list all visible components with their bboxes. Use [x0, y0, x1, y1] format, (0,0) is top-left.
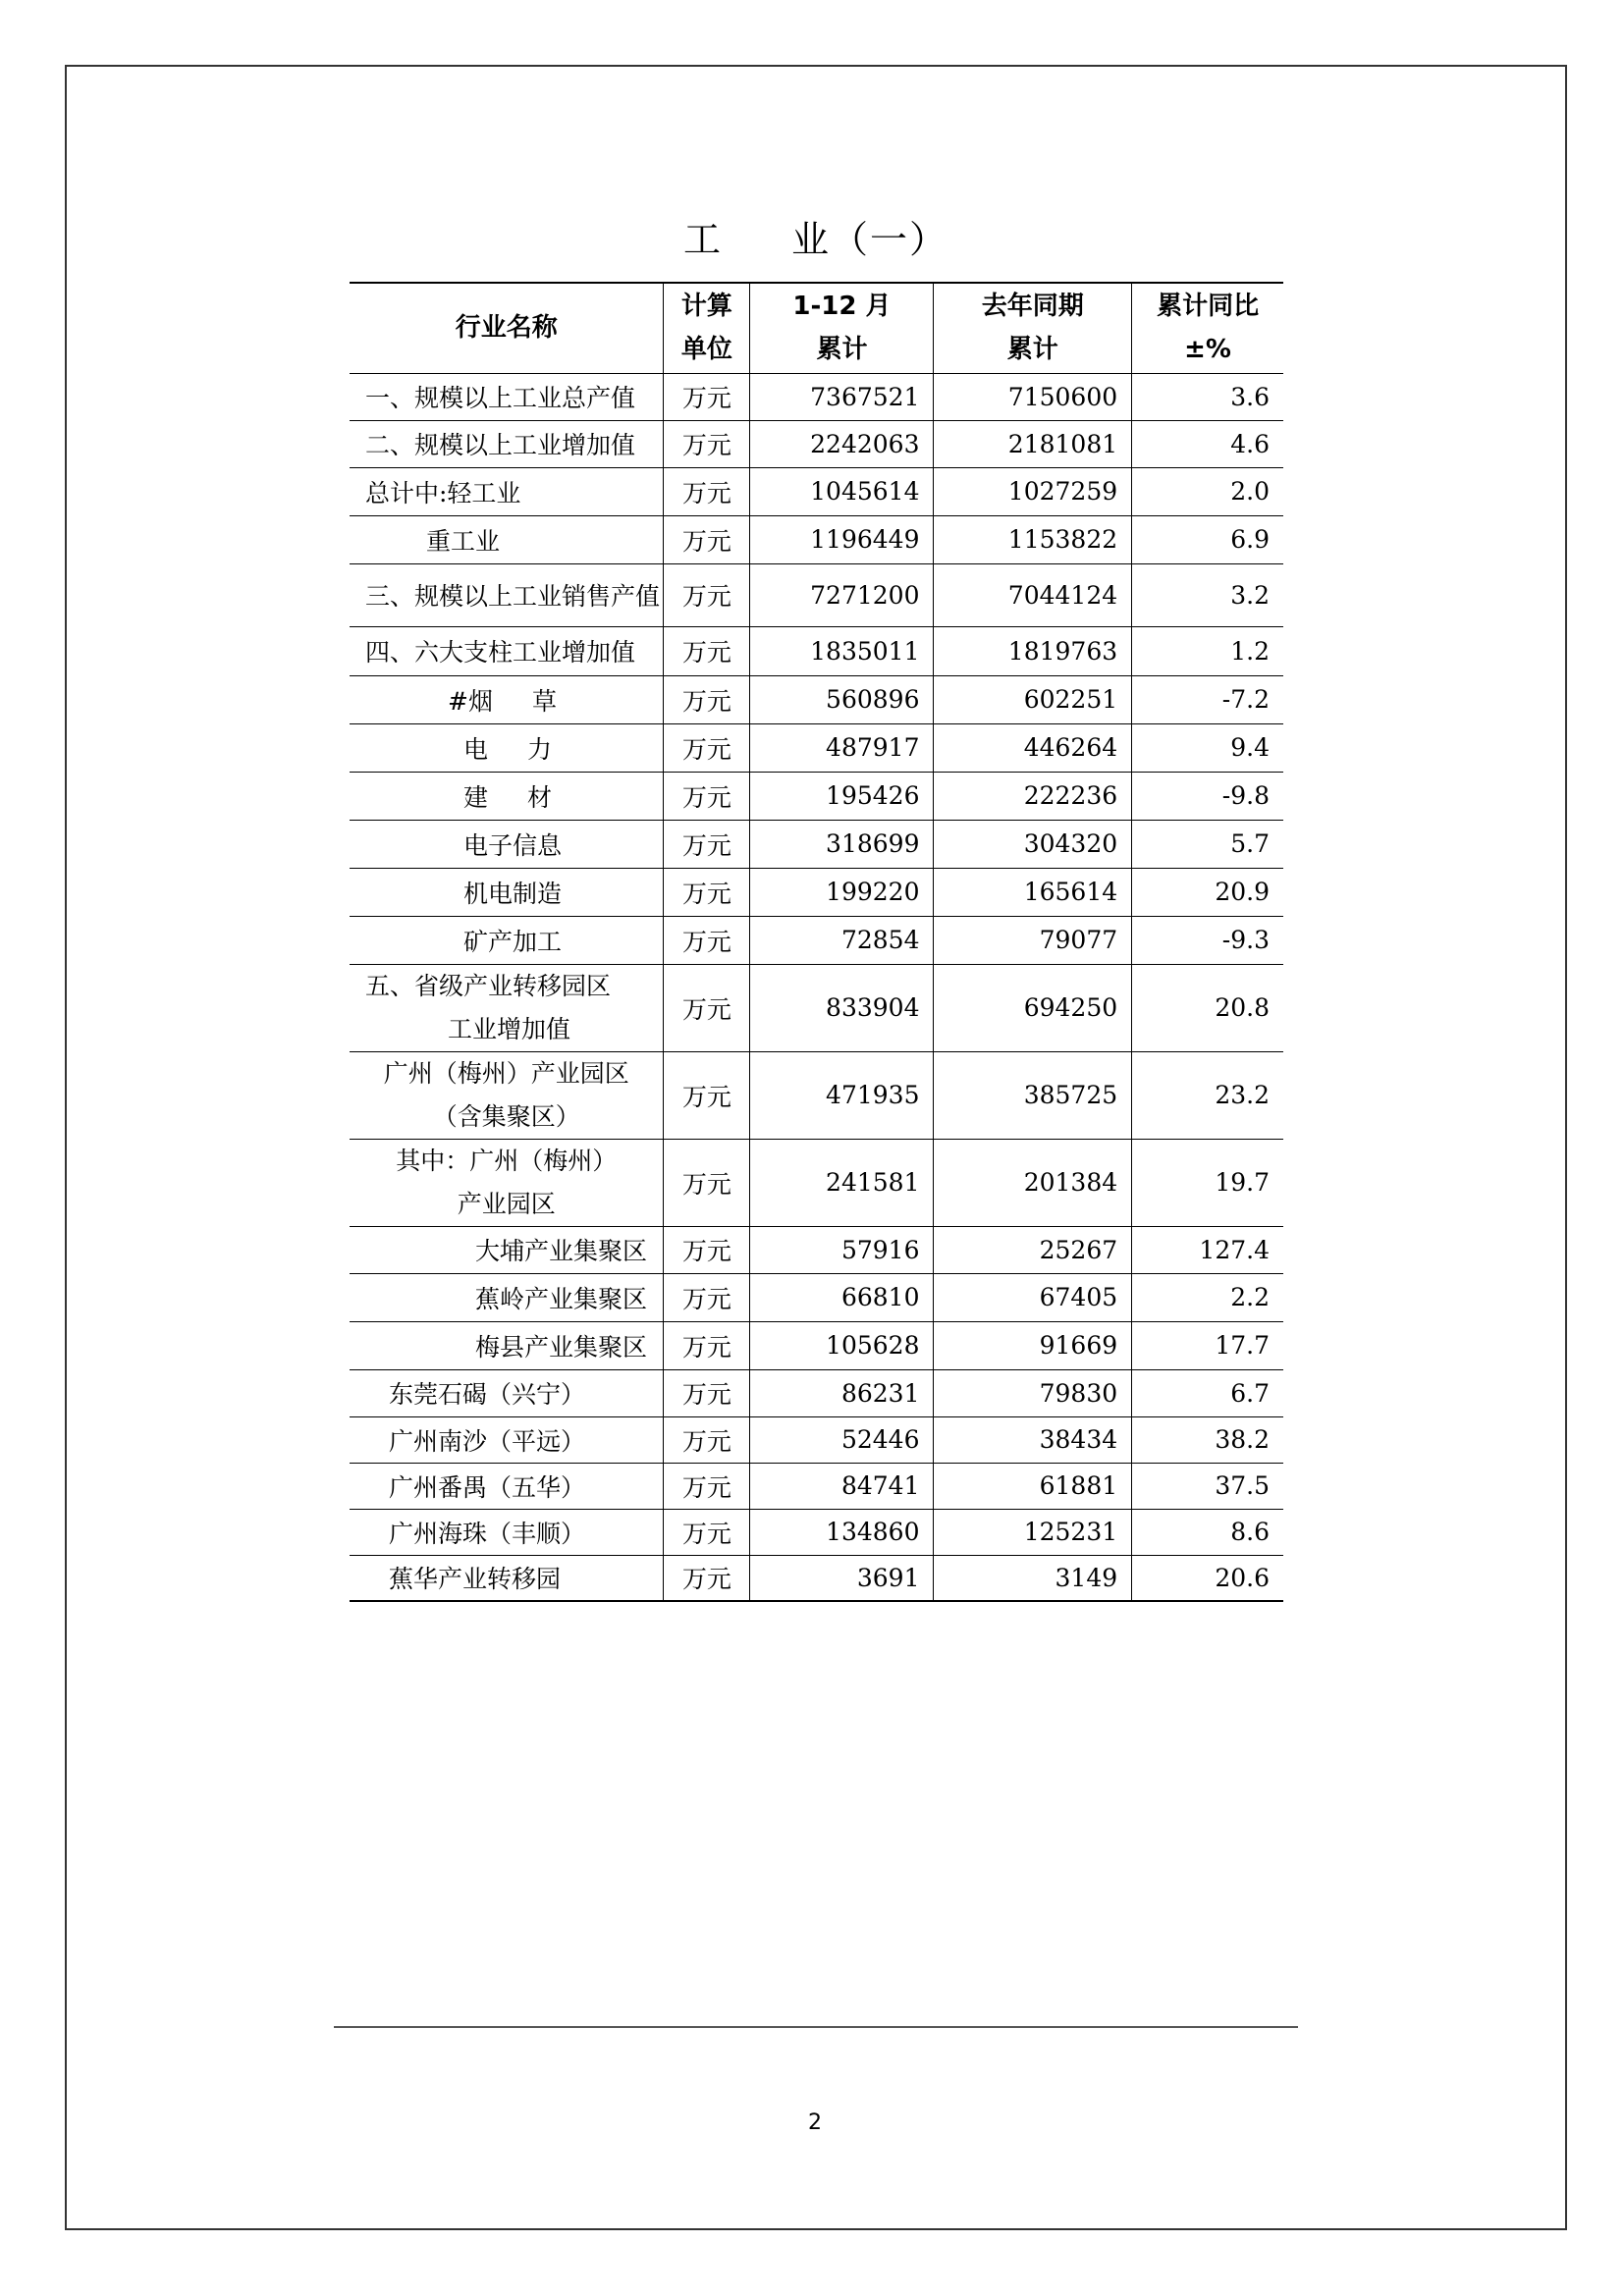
table-row: [350, 626, 1283, 675]
row-previous: 38434: [934, 1416, 1132, 1463]
row-pct: 5.7: [1132, 820, 1283, 868]
row-pct: 127.4: [1132, 1226, 1283, 1273]
row-pct: 6.9: [1132, 515, 1283, 563]
row-previous: 446264: [934, 723, 1132, 772]
row-previous: 7044124: [934, 563, 1132, 626]
row-unit: 万元: [664, 772, 750, 820]
row-previous: 2181081: [934, 420, 1132, 467]
row-current: 7271200: [750, 563, 934, 626]
table-header-row: [350, 283, 1283, 373]
row-unit: 万元: [664, 1139, 750, 1226]
row-unit: 万元: [664, 1555, 750, 1601]
row-current: 72854: [750, 916, 934, 964]
row-pct: 17.7: [1132, 1321, 1283, 1369]
row-current: 57916: [750, 1226, 934, 1273]
row-pct: 9.4: [1132, 723, 1283, 772]
row-name: 矿产加工: [350, 916, 664, 964]
table-row: [350, 964, 1283, 1051]
row-unit: 万元: [664, 916, 750, 964]
row-unit: 万元: [664, 964, 750, 1051]
row-pct: 2.2: [1132, 1273, 1283, 1321]
table-row: [350, 772, 1283, 820]
industry-table: [350, 282, 1283, 1602]
row-previous: 222236: [934, 772, 1132, 820]
row-previous: 7150600: [934, 373, 1132, 420]
row-name: 广州番禺（五华）: [350, 1463, 664, 1509]
row-unit: 万元: [664, 820, 750, 868]
row-unit: 万元: [664, 563, 750, 626]
table-row: [350, 1226, 1283, 1273]
row-current: 195426: [750, 772, 934, 820]
row-pct: 4.6: [1132, 420, 1283, 467]
row-pct: 8.6: [1132, 1509, 1283, 1555]
row-unit: 万元: [664, 1273, 750, 1321]
row-current: 833904: [750, 964, 934, 1051]
row-unit: 万元: [664, 1463, 750, 1509]
row-current: 66810: [750, 1273, 934, 1321]
row-name: 大埔产业集聚区: [350, 1226, 664, 1273]
table-row: [350, 675, 1283, 723]
row-pct: -9.3: [1132, 916, 1283, 964]
row-name: 总计中:轻工业: [350, 467, 664, 515]
row-name: 广州南沙（平远）: [350, 1416, 664, 1463]
row-previous: 602251: [934, 675, 1132, 723]
row-name: 电 力: [350, 723, 664, 772]
row-pct: 6.7: [1132, 1369, 1283, 1416]
row-name: 广州（梅州）产业园区 （含集聚区）: [350, 1051, 664, 1139]
row-unit: 万元: [664, 1369, 750, 1416]
table-row: [350, 563, 1283, 626]
table-row: [350, 723, 1283, 772]
header-unit: 计算 单位: [664, 283, 750, 373]
row-current: 471935: [750, 1051, 934, 1139]
row-name: 东莞石碣（兴宁）: [350, 1369, 664, 1416]
table-row: [350, 916, 1283, 964]
row-previous: 1153822: [934, 515, 1132, 563]
page-title: 工 业（一）: [682, 218, 949, 261]
footer-divider: [334, 2026, 1298, 2028]
row-previous: 67405: [934, 1273, 1132, 1321]
row-pct: 38.2: [1132, 1416, 1283, 1463]
row-name: 蕉华产业转移园: [350, 1555, 664, 1601]
table-row: [350, 1051, 1283, 1139]
row-unit: 万元: [664, 1051, 750, 1139]
row-name: 广州海珠（丰顺）: [350, 1509, 664, 1555]
row-pct: 1.2: [1132, 626, 1283, 675]
table-row: [350, 515, 1283, 563]
row-name: 一、规模以上工业总产值: [350, 373, 664, 420]
row-current: 52446: [750, 1416, 934, 1463]
row-previous: 79077: [934, 916, 1132, 964]
row-previous: 125231: [934, 1509, 1132, 1555]
row-previous: 25267: [934, 1226, 1132, 1273]
row-pct: 37.5: [1132, 1463, 1283, 1509]
row-name: 建 材: [350, 772, 664, 820]
row-name: 蕉岭产业集聚区: [350, 1273, 664, 1321]
header-pct: 累计同比 ±%: [1132, 283, 1283, 373]
row-name: 电子信息: [350, 820, 664, 868]
table-row: [350, 1463, 1283, 1509]
row-pct: 19.7: [1132, 1139, 1283, 1226]
row-pct: 2.0: [1132, 467, 1283, 515]
row-unit: 万元: [664, 1226, 750, 1273]
table-row: [350, 868, 1283, 916]
row-unit: 万元: [664, 515, 750, 563]
row-previous: 1819763: [934, 626, 1132, 675]
row-name: 机电制造: [350, 868, 664, 916]
row-name: #烟 草: [350, 675, 664, 723]
table-row: [350, 1509, 1283, 1555]
row-previous: 1027259: [934, 467, 1132, 515]
row-current: 86231: [750, 1369, 934, 1416]
row-previous: 61881: [934, 1463, 1132, 1509]
row-current: 105628: [750, 1321, 934, 1369]
table-row: [350, 373, 1283, 420]
row-pct: 3.2: [1132, 563, 1283, 626]
row-current: 487917: [750, 723, 934, 772]
row-current: 3691: [750, 1555, 934, 1601]
row-previous: 694250: [934, 964, 1132, 1051]
row-unit: 万元: [664, 1416, 750, 1463]
table-row: [350, 467, 1283, 515]
row-current: 84741: [750, 1463, 934, 1509]
row-previous: 304320: [934, 820, 1132, 868]
row-previous: 201384: [934, 1139, 1132, 1226]
row-name: 重工业: [350, 515, 664, 563]
table-row: [350, 1139, 1283, 1226]
row-current: 318699: [750, 820, 934, 868]
row-current: 199220: [750, 868, 934, 916]
page-number: 2: [808, 2110, 822, 2135]
row-name: 二、规模以上工业增加值: [350, 420, 664, 467]
row-previous: 165614: [934, 868, 1132, 916]
table-row: [350, 820, 1283, 868]
row-current: 560896: [750, 675, 934, 723]
row-current: 134860: [750, 1509, 934, 1555]
row-name: 四、六大支柱工业增加值: [350, 626, 664, 675]
row-unit: 万元: [664, 467, 750, 515]
row-unit: 万元: [664, 723, 750, 772]
row-unit: 万元: [664, 1509, 750, 1555]
row-pct: 20.8: [1132, 964, 1283, 1051]
row-pct: 20.9: [1132, 868, 1283, 916]
table-row: [350, 1273, 1283, 1321]
row-unit: 万元: [664, 675, 750, 723]
row-unit: 万元: [664, 1321, 750, 1369]
row-unit: 万元: [664, 420, 750, 467]
row-previous: 3149: [934, 1555, 1132, 1601]
row-current: 7367521: [750, 373, 934, 420]
row-current: 2242063: [750, 420, 934, 467]
row-name: 其中：广州（梅州） 产业园区: [350, 1139, 664, 1226]
row-previous: 385725: [934, 1051, 1132, 1139]
header-current: 1-12 月 累计: [750, 283, 934, 373]
row-pct: 20.6: [1132, 1555, 1283, 1601]
row-pct: 3.6: [1132, 373, 1283, 420]
row-pct: 23.2: [1132, 1051, 1283, 1139]
header-previous: 去年同期 累计: [934, 283, 1132, 373]
row-name: 五、省级产业转移园区 工业增加值: [350, 964, 664, 1051]
row-current: 1835011: [750, 626, 934, 675]
row-current: 241581: [750, 1139, 934, 1226]
row-unit: 万元: [664, 626, 750, 675]
row-name: 三、规模以上工业销售产值: [350, 563, 664, 626]
header-name: 行业名称: [350, 283, 664, 373]
row-previous: 79830: [934, 1369, 1132, 1416]
row-unit: 万元: [664, 373, 750, 420]
row-name: 梅县产业集聚区: [350, 1321, 664, 1369]
table-row: [350, 1321, 1283, 1369]
table-row: [350, 1369, 1283, 1416]
row-pct: -9.8: [1132, 772, 1283, 820]
row-current: 1196449: [750, 515, 934, 563]
row-unit: 万元: [664, 868, 750, 916]
row-previous: 91669: [934, 1321, 1132, 1369]
table-row: [350, 1416, 1283, 1463]
table-row: [350, 1555, 1283, 1601]
table-row: [350, 420, 1283, 467]
row-pct: -7.2: [1132, 675, 1283, 723]
row-current: 1045614: [750, 467, 934, 515]
